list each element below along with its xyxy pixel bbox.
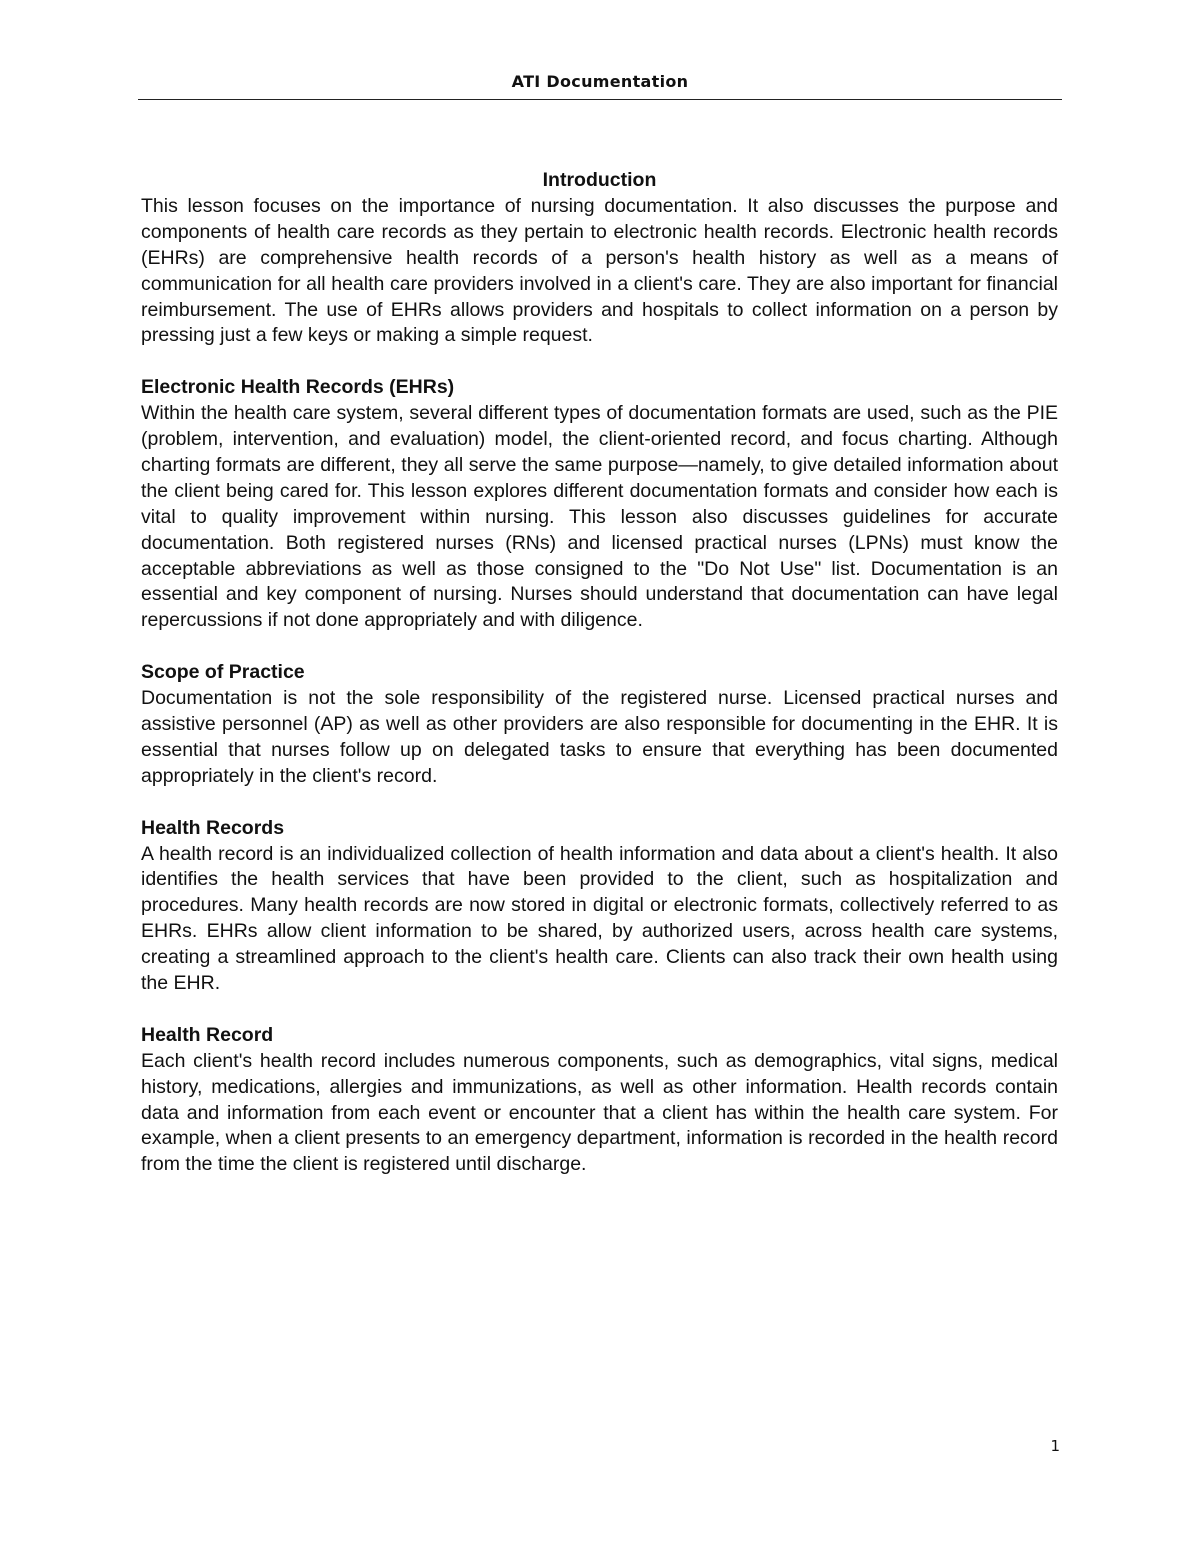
section-electronic-health-records	[141, 375, 1058, 634]
section-heading: Scope of Practice	[141, 661, 305, 684]
section-heading: Electronic Health Records (EHRs)	[141, 376, 455, 399]
section-paragraph: Each client's health record includes numerous components, such as demographics, vital signs, medical history, medications, allergies and immunizations, as well as other information. Health records contain data and information from each event or encounter that a client has within the health care system. For example, when a client presents to an emergency department, information is recorded in the health record from the time the client is registered until discharge.	[141, 1049, 1058, 1176]
section-introduction	[141, 168, 1058, 349]
section-paragraph: This lesson focuses on the importance of nursing documentation. It also discusses the purpose and components of health care records as they pertain to electronic health records. Electronic health records (EHRs) are comprehensive health records of a person's health history as well as a means of communication for all health care providers involved in a client's care. They are also important for financial reimbursement. The use of EHRs allows providers and hospitals to collect information on a person by pressing just a few keys or making a simple request.	[141, 194, 1058, 347]
section-heading: Health Record	[141, 1023, 274, 1046]
section-heading: Introduction	[542, 169, 657, 191]
section-paragraph: Documentation is not the sole responsibility of the registered nurse. Licensed practical nurses and assistive personnel (AP) as well as other providers are also responsible for documenting in the EHR. It is essential that nurses follow up on delegated tasks to ensure that everything has been documented appropriately in the client's record.	[141, 687, 1058, 787]
section-health-records	[141, 816, 1058, 997]
section-paragraph: A health record is an individualized collection of health information and data about a client's health. It also identifies the health services that have been provided to the client, such as hospitalization and procedures. Many health records are now stored in digital or electronic formats, collectively referred to as EHRs. EHRs allow client information to be shared, by authorized users, across health care systems, creating a streamlined approach to the client's health care. Clients can also track their own health using the EHR.	[141, 842, 1058, 995]
header-divider	[138, 99, 1062, 100]
page-header-title: ATI Documentation	[511, 72, 689, 91]
section-heading: Health Records	[141, 816, 285, 839]
section-scope-of-practice	[141, 660, 1058, 790]
document-body	[141, 168, 1058, 1204]
page-number: 1	[1050, 1437, 1060, 1455]
section-health-record	[141, 1023, 1058, 1178]
section-paragraph: Within the health care system, several different types of documentation formats are used, such as the PIE (problem, intervention, and evaluation) model, the client-oriented record, and focus charting. Although charting formats are different, they all serve the same purpose—namely, to give detailed information about the client being cared for. This lesson explores different documentation formats and consider how each is vital to quality improvement within nursing. This lesson also discusses guidelines for accurate documentation. Both registered nurses (RNs) and licensed practical nurses (LPNs) must know the acceptable abbreviations as well as those consigned to the "Do Not Use" list. Documentation is an essential and key component of nursing. Nurses should understand that documentation can have legal repercussions if not done appropriately and with diligence.	[141, 402, 1058, 632]
